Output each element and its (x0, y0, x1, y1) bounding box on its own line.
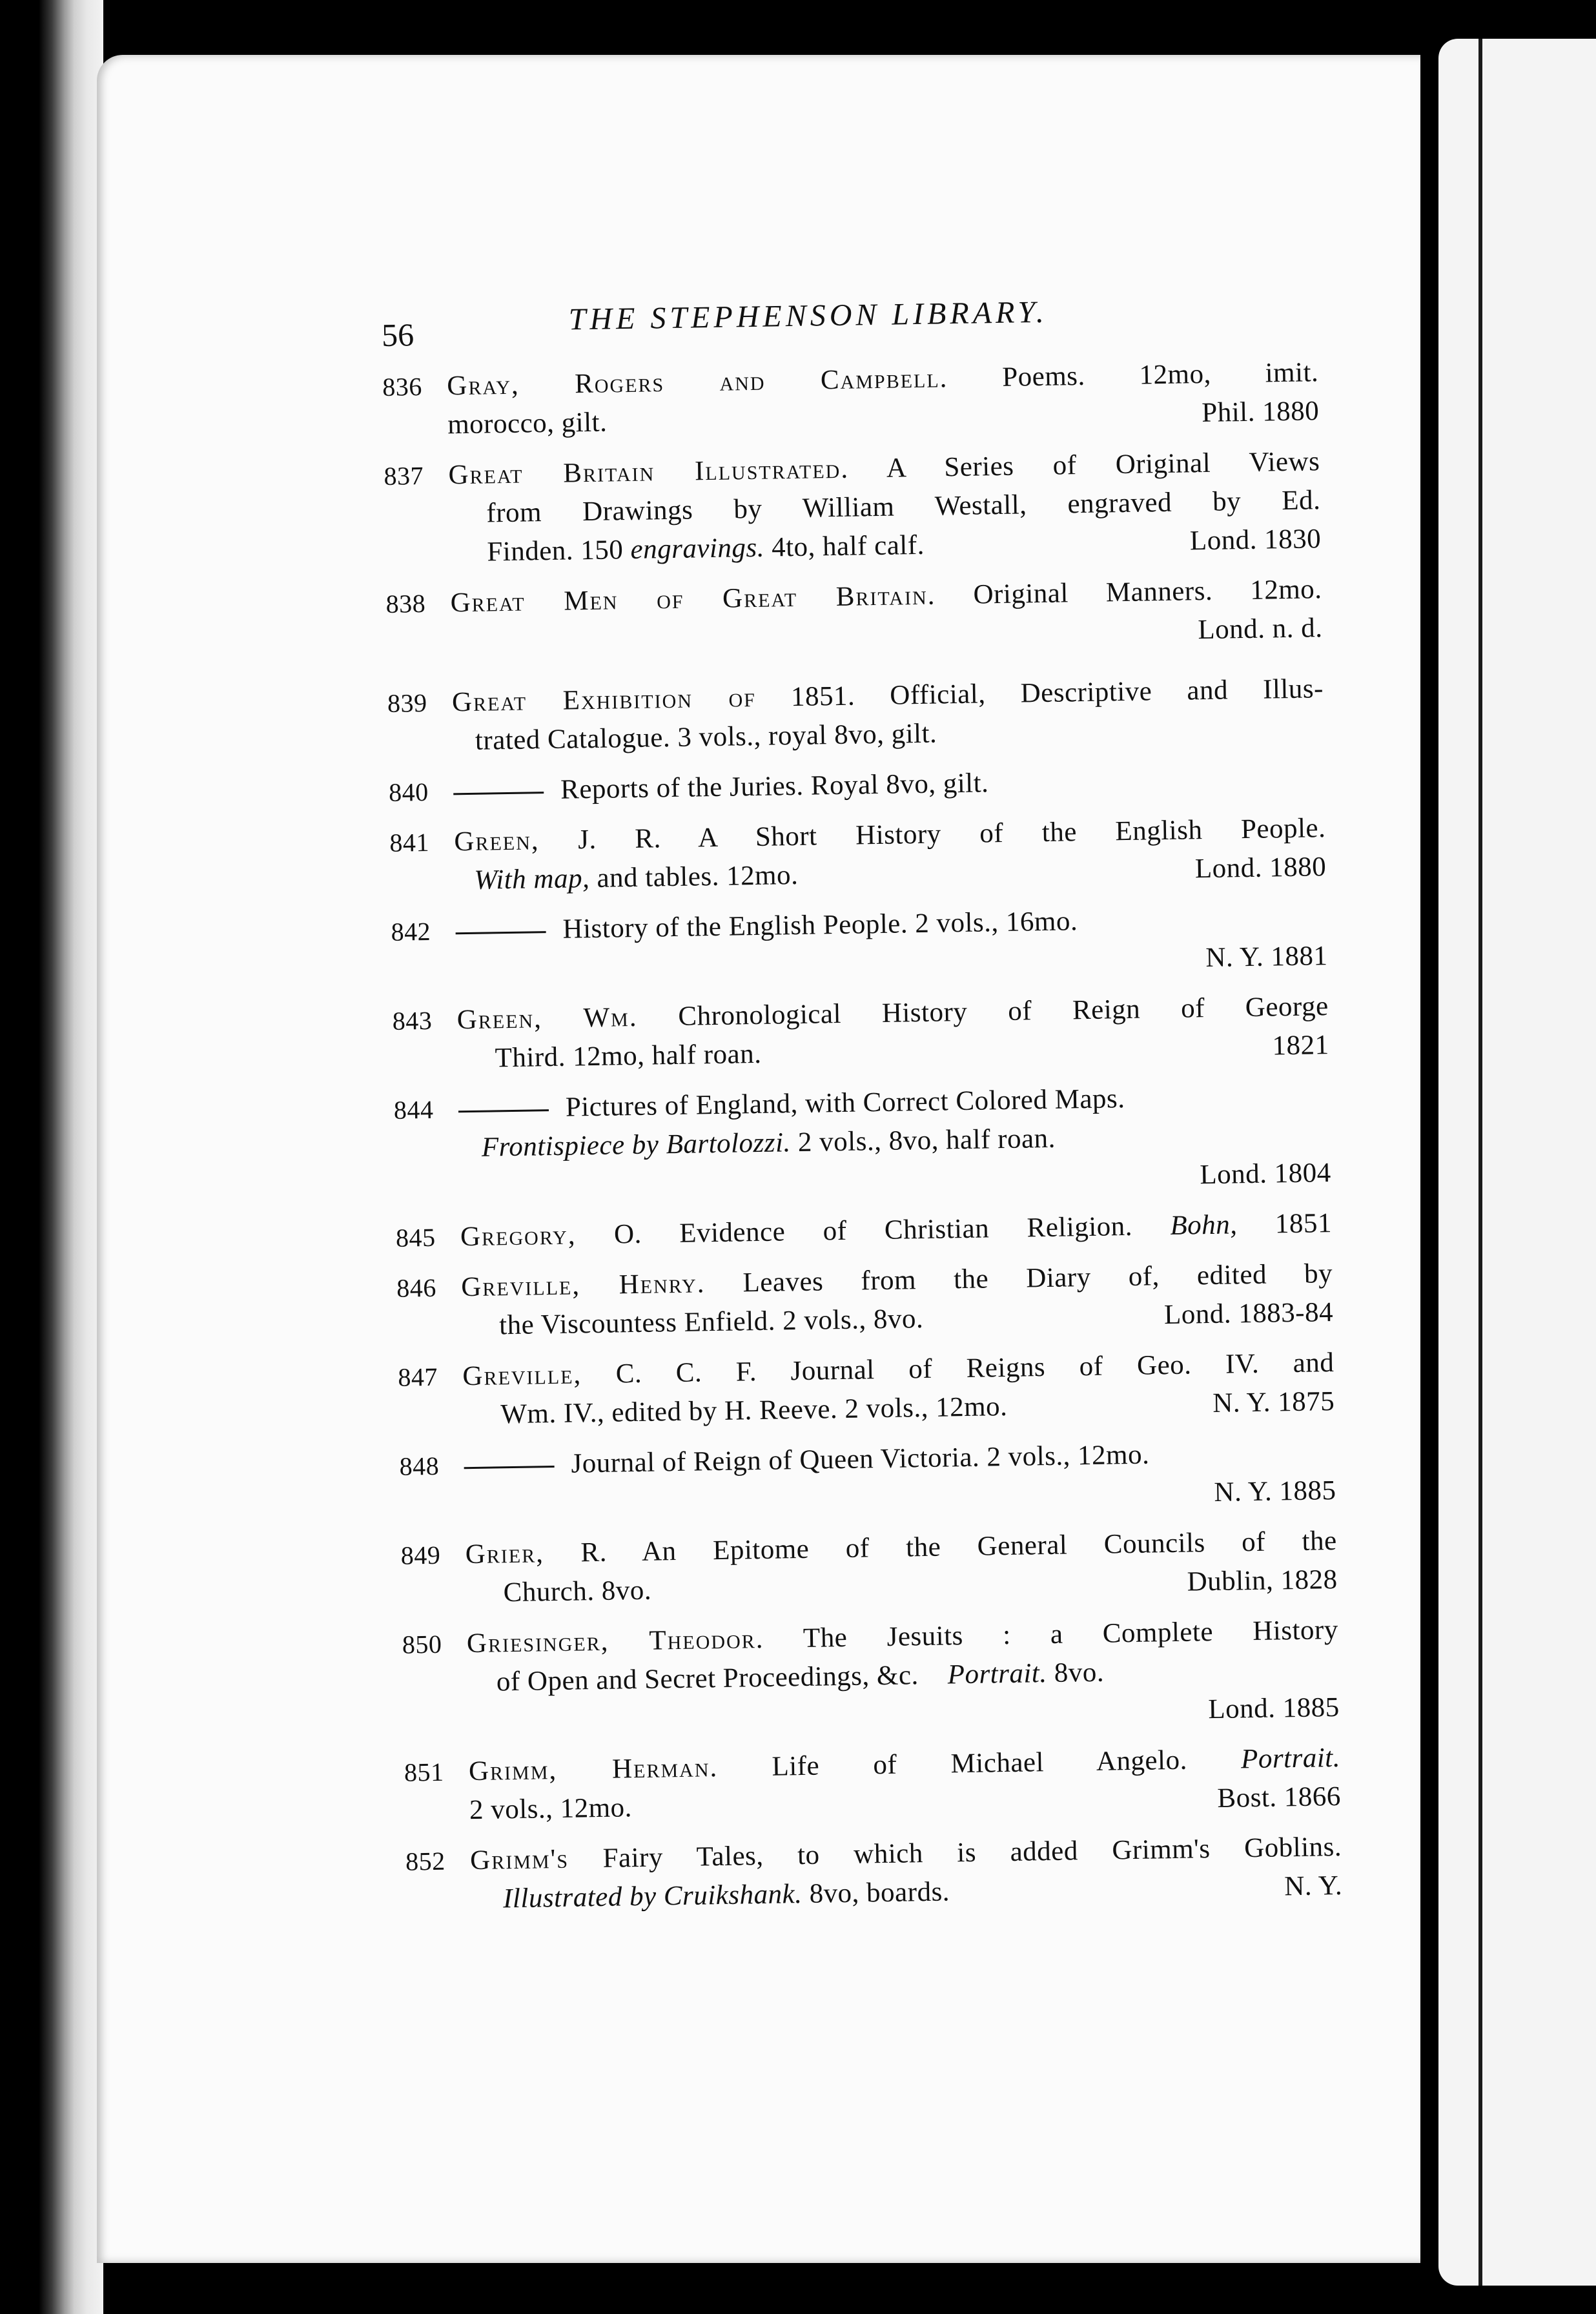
entry-imprint: 1821 (1272, 1030, 1329, 1061)
ditto-rule (453, 792, 544, 795)
catalogue-entry-852: 852 Grimm's Fairy Tales, to which is added Grimm's Goblins. Illustrated by Cruikshank. 8vo, boards. N. Y. (405, 1831, 1343, 1914)
entry-number: 845 (395, 1222, 436, 1253)
entry-number: 849 (400, 1540, 441, 1570)
ditto-rule (464, 1466, 555, 1469)
catalogue-entry-836 (382, 353, 1320, 445)
entry-details: morocco, gilt. (447, 407, 608, 440)
catalogue-entry-848 (399, 1433, 1336, 1525)
entry-author: Grimm's (469, 1843, 569, 1876)
entry-author: Green, (454, 825, 540, 857)
catalogue-entry-849 (400, 1522, 1338, 1614)
facing-page-border (1478, 39, 1482, 2286)
entry-author: Great Men of Great Britain. (450, 580, 936, 619)
catalogue-entry-841: 841 Green, J. R. A Short History of the English People. With map, and tables. 12mo. Lond. 1880 (389, 813, 1327, 896)
entry-author: Great Exhibition of (451, 682, 757, 718)
entry-author: Grier, (465, 1538, 545, 1570)
entry-title: Leaves from the Diary of, edited by (742, 1258, 1333, 1298)
entry-title: Original Manners. 12mo. (973, 574, 1322, 610)
entry-imprint: Lond. 1885 (1208, 1692, 1340, 1725)
entry-imprint: Dublin, 1828 (1187, 1564, 1338, 1597)
entry-number: 851 (404, 1757, 444, 1787)
entry-title: The Jesuits : a Complete History (803, 1614, 1339, 1654)
page-number: 56 (381, 316, 414, 353)
entry-title: Pictures of England, with Correct Colored Maps. (565, 1083, 1125, 1123)
running-head (381, 276, 1318, 368)
entry-author: Grimm, Herman. (468, 1752, 719, 1787)
entry-imprint: N. Y. 1881 (1205, 941, 1328, 974)
entry-number: 843 (392, 1005, 433, 1036)
entry-title: O. Evidence of Christian Religion. (613, 1211, 1133, 1250)
catalogue-entry-838 (385, 570, 1323, 662)
entry-number: 840 (388, 777, 429, 807)
entry-author: Gray, Rogers and Campbell. (446, 363, 948, 402)
entry-title: Journal of Reign of Queen Victoria. 2 vols., 12mo. (571, 1439, 1150, 1479)
entry-title: Fairy Tales, to which is added Grimm's Goblins. (602, 1831, 1342, 1874)
entry-number: 842 (391, 916, 431, 947)
entry-number: 841 (389, 827, 430, 857)
running-title: THE STEPHENSON LIBRARY. (568, 294, 1049, 337)
catalogue-entry-842 (391, 898, 1328, 990)
entry-details: of Open and Secret Proceedings, &c. (496, 1660, 919, 1697)
catalogue-entry-851: 851 Grimm, Herman. Life of Michael Angelo. Portrait. 2 vols., 12mo. Bost. 1866 (404, 1742, 1342, 1826)
entry-title: J. R. A Short History of the English People. (577, 813, 1326, 855)
entry-author: Griesinger, Theodor. (466, 1623, 764, 1659)
entry-imprint: N. Y. 1885 (1214, 1475, 1336, 1508)
entry-imprint: Lond. n. d. (1198, 613, 1323, 646)
entry-number: 837 (384, 461, 424, 491)
entry-imprint: Lond. 1830 (1189, 524, 1322, 557)
entry-number: 848 (399, 1451, 440, 1481)
entry-author: Greville, Henry. (460, 1268, 706, 1303)
catalogue-entry-847 (398, 1344, 1335, 1436)
entry-details: the Viscountess Enfield. 2 vols., 8vo. (498, 1304, 924, 1341)
entry-title: 1851. Official, Descriptive and Illus- (790, 673, 1324, 713)
catalogue-entry-850: 850 Griesinger, Theodor. The Jesuits : a Complete History of Open and Secret Proceedings, &c. Portrait. 8vo. Lond. 1885 (402, 1611, 1340, 1742)
catalogue-entry-840 (389, 759, 1325, 812)
entry-title: Reports of the Juries. Royal 8vo, gilt. (560, 768, 989, 805)
entry-details: Church. 8vo. (503, 1575, 652, 1608)
catalogue-entry-845: 845 Gregory, O. Evidence of Christian Religion. Bohn, 1851 (396, 1204, 1333, 1258)
entry-imprint: Lond. 1883-84 (1163, 1297, 1334, 1331)
entry-imprint: N. Y. (1284, 1870, 1343, 1902)
ditto-rule (458, 1109, 549, 1112)
entry-imprint: Lond. 1880 (1194, 852, 1327, 885)
entry-number: 846 (396, 1273, 437, 1303)
scan-border-left (0, 0, 103, 2314)
entry-imprint: Phil. 1880 (1201, 396, 1320, 429)
entry-author: Green, Wm. (456, 1001, 638, 1036)
entry-number: 847 (398, 1362, 438, 1392)
entry-details: Wm. IV., edited by H. Reeve. 2 vols., 12mo. (500, 1391, 1008, 1430)
entry-title: R. An Epitome of the General Councils of the (580, 1525, 1337, 1568)
page-content (381, 276, 1343, 1931)
catalogue-entry-843 (392, 987, 1329, 1080)
entry-title: Chronological History of Reign of George (678, 991, 1329, 1032)
book-gutter (1420, 32, 1438, 2279)
catalogue-entry-839 (387, 670, 1325, 762)
entry-number: 852 (405, 1846, 446, 1876)
entry-title: C. C. F. Journal of Reigns of Geo. IV. and (615, 1347, 1335, 1389)
entry-imprint: N. Y. 1875 (1212, 1386, 1335, 1418)
entry-details: from Drawings by William Westall, engraved by Ed. (486, 485, 1321, 529)
entry-title: Life of Michael Angelo. (772, 1745, 1188, 1782)
facing-page-edge (1438, 39, 1596, 2286)
entry-number: 836 (382, 372, 423, 402)
entry-imprint: Bost. 1866 (1217, 1781, 1342, 1814)
catalogue-entry-844: 844 Pictures of England, with Correct Colored Maps. Frontispiece by Bartolozzi. 2 vols., 8vo, half roan. Lond. 1804 (393, 1076, 1331, 1207)
entry-number: 838 (385, 588, 426, 619)
entry-author: Great Britain Illustrated. (448, 453, 850, 491)
entry-number: 850 (402, 1629, 442, 1659)
catalogue-entry-837: 837 Great Britain Illustrated. A Series of Original Views from Drawings by William Westall, engraved by Ed. Finden. 150 engravings. 4to, half calf. Lond. 1830 (384, 446, 1322, 568)
entry-details: Third. 12mo, half roan. (495, 1038, 762, 1074)
entry-details: trated Catalogue. 3 vols., royal 8vo, gilt. (475, 718, 937, 756)
entry-number: 839 (387, 688, 427, 718)
catalogue-entry-846 (396, 1254, 1334, 1347)
entry-title: A Series of Original Views (886, 446, 1320, 484)
entry-title: History of the English People. 2 vols., 16mo. (562, 906, 1078, 945)
entry-author: Greville, (462, 1359, 582, 1392)
entry-number: 844 (393, 1094, 434, 1125)
entry-imprint: Lond. 1804 (1200, 1158, 1332, 1191)
entry-title: Poems. 12mo, imit. (1001, 357, 1319, 393)
ditto-rule (456, 931, 546, 934)
entry-author: Gregory, (460, 1220, 577, 1253)
entry-details: 2 vols., 12mo. (469, 1792, 633, 1826)
